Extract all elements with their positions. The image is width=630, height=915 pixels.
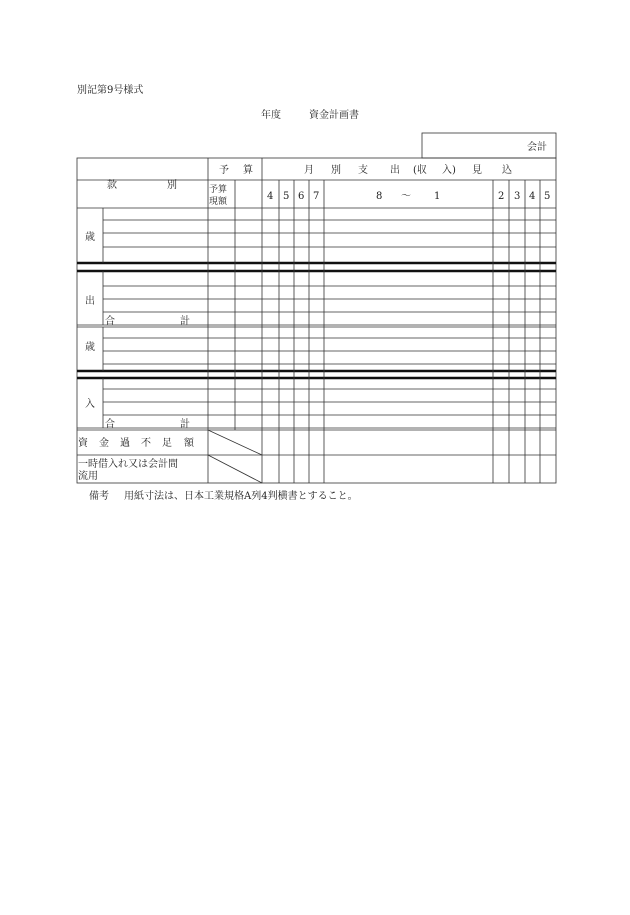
monthly-header-5: (収 — [413, 165, 427, 176]
borrowing-label-1: 一時借入れ又は会計間 — [78, 459, 178, 470]
month-7: 7 — [313, 191, 320, 202]
surplus-label-6: 額 — [184, 438, 194, 449]
diagonal-borrowing — [208, 455, 262, 483]
note-label: 備考 — [89, 491, 109, 502]
monthly-header-1: 月 — [304, 165, 314, 176]
month-3: 3 — [514, 191, 521, 202]
budget-sub-1: 予算 — [209, 185, 228, 195]
month-5-next: 5 — [544, 191, 551, 202]
form-number: 別記第9号様式 — [77, 85, 144, 96]
revenue-label-1: 歳 — [85, 342, 95, 353]
month-5: 5 — [283, 191, 290, 202]
month-4: 4 — [267, 191, 274, 202]
expenditure-label-2: 出 — [85, 296, 95, 307]
month-6: 6 — [298, 191, 305, 202]
month-8: 8 — [376, 191, 383, 202]
account-label: 会計 — [527, 142, 547, 153]
budget-sub-2: 現額 — [209, 197, 228, 207]
monthly-header-2: 別 — [331, 165, 341, 176]
title-year: 年度 — [261, 110, 281, 121]
expenditure-total-1: 合 — [105, 316, 115, 327]
category-header-1: 款 — [107, 180, 117, 191]
borrowing-label-2: 流用 — [78, 471, 98, 482]
surplus-label-4: 不 — [141, 438, 151, 449]
revenue-total-2: 計 — [180, 419, 190, 430]
monthly-header-3: 支 — [358, 165, 368, 176]
surplus-label-1: 資 — [78, 438, 88, 449]
page-title: 資金計画書 — [309, 110, 359, 121]
revenue-label-2: 入 — [85, 399, 95, 410]
budget-header-1: 予 — [219, 165, 229, 176]
table-frame — [77, 158, 556, 483]
diagonal-surplus — [208, 430, 262, 455]
monthly-header-8: 込 — [502, 165, 512, 176]
budget-header-2: 算 — [243, 165, 253, 176]
month-4-next: 4 — [529, 191, 536, 202]
revenue-total-1: 合 — [105, 419, 115, 430]
month-2: 2 — [498, 191, 505, 202]
expenditure-label-1: 歳 — [85, 232, 95, 243]
note-text: 用紙寸法は、日本工業規格A列4判横書とすること。 — [124, 491, 358, 502]
monthly-header-7: 見 — [472, 165, 482, 176]
monthly-header-6: 入) — [442, 165, 456, 176]
month-1: 1 — [434, 191, 441, 202]
month-range-tilde: 〜 — [401, 191, 411, 202]
surplus-label-5: 足 — [162, 438, 172, 449]
expenditure-total-2: 計 — [180, 316, 190, 327]
category-header-2: 別 — [167, 180, 177, 191]
monthly-header-4: 出 — [390, 165, 400, 176]
surplus-label-3: 過 — [120, 438, 130, 449]
surplus-label-2: 金 — [99, 438, 109, 449]
